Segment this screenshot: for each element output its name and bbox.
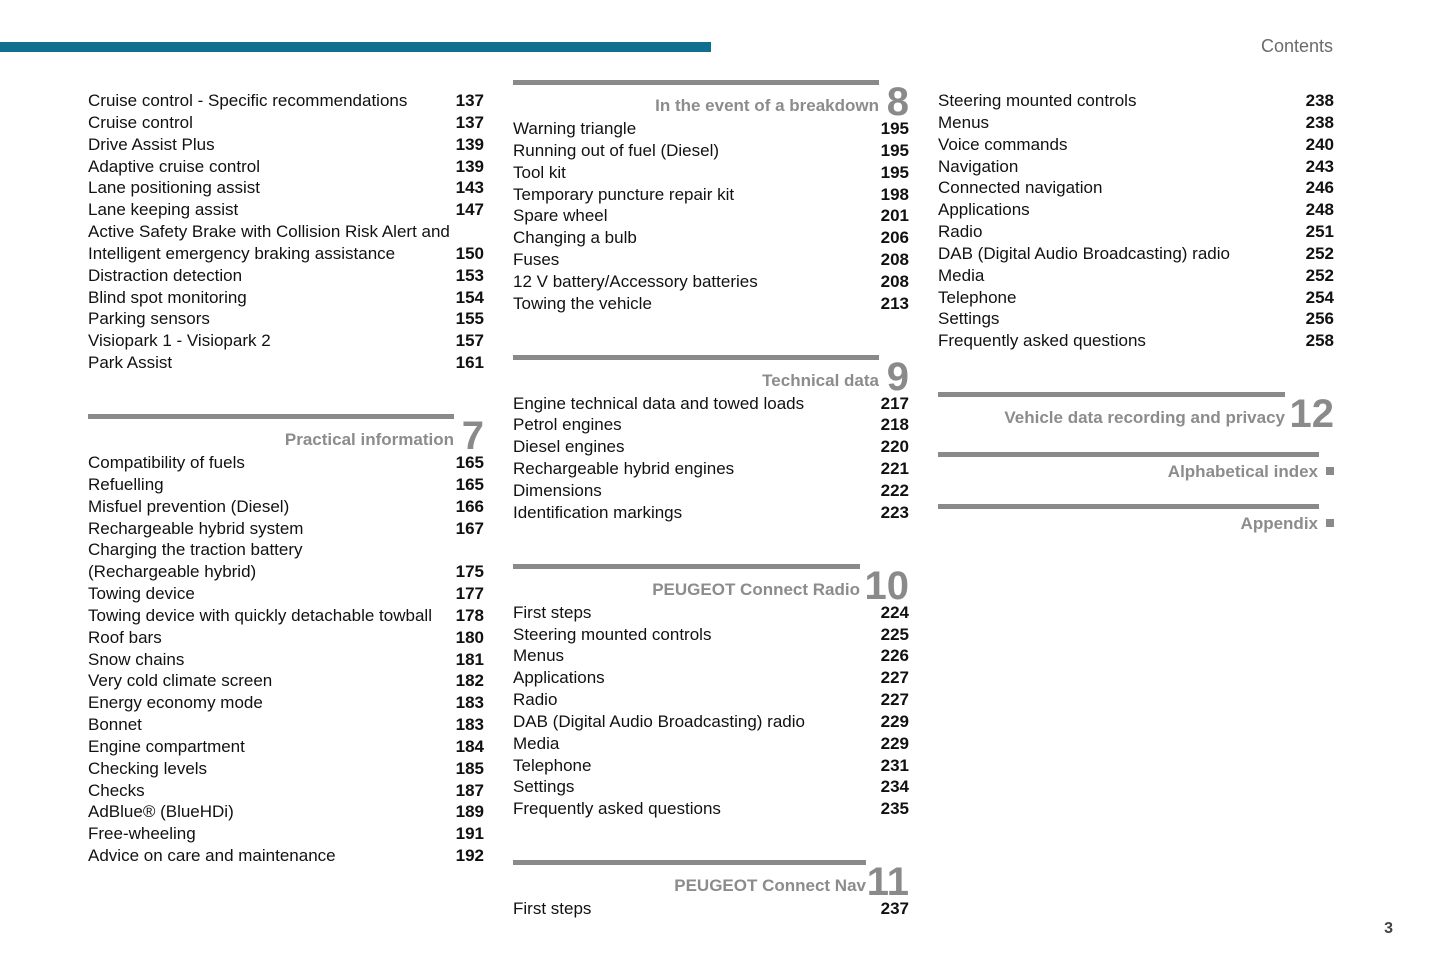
entry-title: Identification markings (513, 502, 683, 522)
toc-entry[interactable] (88, 649, 484, 671)
toc-entry[interactable] (88, 605, 484, 627)
toc-list (938, 90, 1334, 352)
toc-entry[interactable] (88, 823, 484, 845)
chapter-number: 10 (864, 563, 909, 608)
entry-title: Dimensions (513, 480, 602, 500)
entry-title: Connected navigation (938, 178, 1103, 198)
toc-entry[interactable] (88, 561, 484, 583)
toc-entry[interactable] (938, 330, 1334, 352)
entry-page-number: 143 (455, 178, 484, 198)
toc-entry[interactable] (88, 780, 484, 802)
toc-entry[interactable] (88, 112, 484, 134)
entry-page-number: 177 (455, 584, 484, 604)
entry-page-number: 251 (1305, 222, 1334, 242)
toc-entry[interactable] (513, 502, 909, 524)
toc-entry[interactable] (938, 156, 1334, 178)
toc-column-2 (513, 80, 909, 920)
entry-title: Checks (88, 780, 145, 800)
entry-title: Rechargeable hybrid engines (513, 459, 735, 479)
toc-entry[interactable] (938, 199, 1334, 221)
toc-entry[interactable] (513, 414, 909, 436)
alphabetical-index-heading[interactable] (938, 452, 1334, 482)
entry-title: Running out of fuel (Diesel) (513, 140, 720, 160)
toc-entry[interactable] (938, 265, 1334, 287)
toc-entry[interactable] (513, 480, 909, 502)
entry-title: Engine compartment (88, 736, 245, 756)
entry-page-number: 147 (455, 200, 484, 220)
entry-page-number: 187 (455, 780, 484, 800)
entry-page-number: 137 (455, 91, 484, 110)
entry-page-number: 185 (455, 758, 484, 778)
entry-title: Very cold climate screen (88, 671, 273, 691)
entry-page-number: 195 (880, 140, 909, 160)
entry-title: Diesel engines (513, 437, 625, 457)
entry-title: Cruise control (88, 112, 193, 132)
toc-column-1 (88, 90, 484, 867)
entry-page-number: 224 (880, 602, 909, 622)
toc-entry[interactable] (938, 134, 1334, 156)
entry-page-number: 238 (1305, 112, 1334, 132)
toc-entry[interactable] (88, 352, 484, 374)
chapter-rule (513, 80, 879, 85)
toc-entry[interactable] (88, 736, 484, 758)
toc-entry[interactable] (938, 308, 1334, 330)
page-header-title: Contents (1260, 36, 1333, 56)
entry-title: First steps (513, 602, 592, 622)
entry-page-number: 189 (455, 802, 484, 822)
toc-entry[interactable] (938, 177, 1334, 199)
chapter-rule (513, 860, 866, 865)
chapter-rule (513, 355, 879, 360)
entry-page-number: 167 (455, 518, 484, 538)
entry-title: Rechargeable hybrid system (88, 518, 304, 538)
toc-entry[interactable] (513, 436, 909, 458)
entry-title: Bonnet (88, 715, 142, 735)
toc-entry[interactable] (513, 689, 909, 711)
entry-page-number: 201 (880, 206, 909, 226)
entry-title: Snow chains (88, 649, 185, 669)
section-title: Alphabetical index (1167, 462, 1318, 482)
toc-entry[interactable] (938, 287, 1334, 309)
toc-entry[interactable] (938, 112, 1334, 134)
entry-page-number: 243 (1305, 156, 1334, 176)
toc-entry[interactable] (513, 711, 909, 733)
chapter-number: 7 (461, 413, 484, 458)
entry-title: Menus (938, 112, 990, 132)
entry-page-number: 165 (455, 474, 484, 494)
toc-entry[interactable] (88, 134, 484, 156)
toc-entry[interactable] (88, 265, 484, 287)
toc-entry[interactable] (938, 90, 1334, 112)
toc-entry[interactable] (513, 162, 909, 184)
toc-entry[interactable] (513, 140, 909, 162)
toc-entry[interactable] (88, 714, 484, 736)
toc-entry[interactable] (88, 308, 484, 330)
toc-entry[interactable] (513, 118, 909, 140)
entry-title: Radio (938, 222, 983, 242)
entry-page-number: 227 (880, 668, 909, 688)
entry-title: Drive Assist Plus (88, 134, 215, 154)
entry-page-number: 258 (1305, 331, 1334, 351)
chapter-title: PEUGEOT Connect Nav (674, 876, 866, 896)
toc-entry[interactable] (513, 733, 909, 755)
entry-page-number: 181 (455, 649, 484, 669)
toc-entry[interactable] (513, 624, 909, 646)
toc-entry[interactable] (88, 452, 484, 474)
entry-title: Active Safety Brake with Collision Risk Alert and (88, 222, 450, 242)
entry-page-number: 221 (880, 459, 909, 479)
chapter-rule (88, 414, 454, 419)
entry-page-number: 198 (880, 184, 909, 204)
toc-entry[interactable] (513, 249, 909, 271)
chapter-number: 9 (886, 354, 909, 399)
chapter-rule (513, 564, 860, 569)
entry-title: Navigation (938, 156, 1019, 176)
entry-title: Media (513, 733, 560, 753)
entry-page-number: 180 (455, 627, 484, 647)
entry-title: Fuses (513, 250, 560, 270)
entry-title: Frequently asked questions (513, 799, 721, 819)
entry-page-number: 150 (455, 243, 484, 263)
entry-page-number: 213 (880, 293, 909, 313)
entry-title: (Rechargeable hybrid) (88, 562, 257, 582)
toc-entry[interactable] (513, 755, 909, 777)
entry-page-number: 237 (880, 899, 909, 919)
entry-page-number: 184 (455, 736, 484, 756)
entry-page-number: 252 (1305, 243, 1334, 263)
appendix-heading[interactable] (938, 504, 1334, 534)
entry-page-number: 229 (880, 711, 909, 731)
toc-entry[interactable] (513, 458, 909, 480)
toc-list (513, 898, 909, 920)
entry-title: Free-wheeling (88, 824, 196, 844)
entry-title: Warning triangle (513, 119, 637, 138)
toc-entry[interactable] (88, 670, 484, 692)
toc-entry[interactable] (513, 227, 909, 249)
entry-page-number: 254 (1305, 287, 1334, 307)
toc-entry[interactable] (88, 518, 484, 540)
chapter-9-heading[interactable] (513, 354, 909, 399)
toc-entry[interactable] (513, 602, 909, 624)
toc-entry[interactable] (88, 496, 484, 518)
entry-page-number: 223 (880, 502, 909, 522)
entry-page-number: 234 (880, 777, 909, 797)
toc-entry[interactable] (88, 156, 484, 178)
entry-page-number: 155 (455, 309, 484, 329)
entry-title: Advice on care and maintenance (88, 846, 336, 866)
chapter-8-heading[interactable] (513, 80, 909, 124)
entry-title: Frequently asked questions (938, 331, 1146, 351)
entry-title: Towing the vehicle (513, 293, 652, 313)
entry-page-number: 192 (455, 846, 484, 866)
entry-page-number: 139 (455, 156, 484, 176)
entry-page-number: 217 (880, 393, 909, 413)
entry-page-number: 195 (880, 119, 909, 138)
entry-page-number: 240 (1305, 134, 1334, 154)
toc-entry[interactable] (88, 474, 484, 496)
header-accent-bar (0, 42, 711, 52)
entry-page-number: 222 (880, 480, 909, 500)
entry-title: Menus (513, 646, 565, 666)
entry-page-number: 256 (1305, 309, 1334, 329)
entry-title: Blind spot monitoring (88, 287, 247, 307)
entry-page-number: 157 (455, 331, 484, 351)
entry-title: Lane positioning assist (88, 178, 261, 198)
entry-page-number: 166 (455, 496, 484, 516)
entry-title: Telephone (938, 287, 1017, 307)
chapter-number: 8 (886, 80, 909, 124)
entry-title: Misfuel prevention (Diesel) (88, 496, 290, 516)
entry-page-number: 161 (455, 353, 484, 373)
entry-title: Steering mounted controls (938, 91, 1137, 110)
chapter-number: 12 (1289, 392, 1334, 437)
entry-page-number: 175 (455, 562, 484, 582)
entry-title: Adaptive cruise control (88, 156, 260, 176)
toc-list (513, 393, 909, 524)
toc-entry[interactable] (88, 90, 484, 112)
entry-title: Tool kit (513, 162, 566, 182)
chapter-10-heading[interactable] (513, 563, 909, 608)
entry-page-number: 137 (455, 112, 484, 132)
chapter-title: In the event of a breakdown (655, 96, 879, 115)
square-bullet-icon (1326, 467, 1334, 475)
entry-page-number: 235 (880, 799, 909, 819)
entry-title: 12 V battery/Accessory batteries (513, 271, 758, 291)
entry-title: Media (938, 265, 985, 285)
entry-title: Charging the traction battery (88, 540, 303, 560)
entry-page-number: 178 (455, 605, 484, 625)
chapter-title: Technical data (762, 370, 879, 390)
entry-title: Refuelling (88, 474, 164, 494)
entry-title: Spare wheel (513, 206, 608, 226)
entry-title: Applications (513, 668, 605, 688)
toc-entry[interactable] (513, 645, 909, 667)
entry-page-number: 191 (455, 824, 484, 844)
entry-title: Settings (938, 309, 1000, 329)
chapter-title: Practical information (284, 429, 454, 449)
entry-page-number: 153 (455, 265, 484, 285)
toc-entry[interactable] (88, 330, 484, 352)
toc-entry[interactable] (938, 243, 1334, 265)
entry-page-number: 231 (880, 755, 909, 775)
entry-title: Intelligent emergency braking assistance (88, 243, 396, 263)
toc-list (513, 602, 909, 820)
entry-page-number: 220 (880, 437, 909, 457)
entry-page-number: 183 (455, 715, 484, 735)
chapter-11-heading[interactable] (513, 860, 909, 905)
entry-title: Visiopark 1 - Visiopark 2 (88, 331, 271, 351)
entry-page-number: 154 (455, 287, 484, 307)
section-rule (938, 504, 1319, 509)
entry-title: Radio (513, 690, 558, 710)
chapter-12-heading[interactable] (938, 392, 1334, 437)
toc-entry[interactable] (513, 271, 909, 293)
page-number: 3 (1384, 920, 1393, 937)
entry-title: Roof bars (88, 627, 162, 647)
chapter-rule (938, 392, 1285, 397)
entry-page-number: 225 (880, 624, 909, 644)
entry-page-number: 229 (880, 733, 909, 753)
entry-page-number: 238 (1305, 91, 1334, 110)
entry-page-number: 248 (1305, 200, 1334, 220)
entry-page-number: 246 (1305, 178, 1334, 198)
toc-entry[interactable] (513, 393, 909, 415)
entry-title: Cruise control - Specific recommendations (88, 91, 408, 110)
toc-entry[interactable] (88, 801, 484, 823)
chapter-7-heading[interactable] (88, 413, 484, 458)
toc-entry[interactable] (88, 177, 484, 199)
toc-entry[interactable] (513, 798, 909, 820)
entry-title: Checking levels (88, 758, 208, 778)
entry-page-number: 218 (880, 415, 909, 435)
toc-entry[interactable] (513, 898, 909, 920)
entry-title: Lane keeping assist (88, 200, 239, 220)
toc-entry[interactable] (513, 667, 909, 689)
square-bullet-icon (1326, 519, 1334, 527)
entry-page-number: 139 (455, 134, 484, 154)
toc-entry[interactable] (513, 184, 909, 206)
entry-title: Towing device (88, 584, 195, 604)
entry-title: First steps (513, 899, 592, 919)
chapter-title: PEUGEOT Connect Radio (652, 579, 860, 599)
toc-entry[interactable] (88, 539, 484, 561)
entry-title: Applications (938, 200, 1030, 220)
toc-list (513, 118, 909, 315)
entry-page-number: 165 (455, 452, 484, 472)
entry-title: Engine technical data and towed loads (513, 393, 805, 413)
entry-page-number: 183 (455, 693, 484, 713)
chapter-title: Vehicle data recording and privacy (1004, 408, 1285, 428)
toc-entry[interactable] (88, 692, 484, 714)
entry-title: AdBlue® (BlueHDi) (88, 802, 234, 822)
entry-page-number: 252 (1305, 265, 1334, 285)
toc-entry[interactable] (938, 221, 1334, 243)
section-title: Appendix (1240, 514, 1318, 534)
entry-page-number: 227 (880, 690, 909, 710)
entry-title: Petrol engines (513, 415, 622, 435)
entry-title: Settings (513, 777, 575, 797)
entry-page-number: 226 (880, 646, 909, 666)
toc-entry[interactable] (88, 583, 484, 605)
entry-page-number: 208 (880, 250, 909, 270)
chapter-number: 11 (866, 860, 909, 905)
entry-page-number: 208 (880, 271, 909, 291)
toc-entry[interactable] (88, 758, 484, 780)
entry-page-number: 182 (455, 671, 484, 691)
section-rule (938, 452, 1319, 457)
toc-entry[interactable] (513, 293, 909, 315)
toc-entry[interactable] (88, 199, 484, 221)
toc-entry[interactable] (513, 776, 909, 798)
entry-page-number: 206 (880, 228, 909, 248)
entry-title: Energy economy mode (88, 693, 263, 713)
toc-list (88, 90, 484, 374)
entry-title: Park Assist (88, 353, 173, 373)
entry-title: DAB (Digital Audio Broadcasting) radio (513, 711, 805, 731)
entry-title: Voice commands (938, 134, 1068, 154)
entry-title: Distraction detection (88, 265, 243, 285)
entry-title: Steering mounted controls (513, 624, 712, 644)
toc-column-3 (938, 90, 1334, 534)
entry-title: Parking sensors (88, 309, 210, 329)
toc-entry[interactable] (88, 287, 484, 309)
toc-entry[interactable] (88, 845, 484, 867)
toc-entry[interactable] (88, 243, 484, 265)
entry-title: Towing device with quickly detachable towball (88, 605, 432, 625)
toc-list (88, 452, 484, 867)
toc-entry[interactable] (88, 627, 484, 649)
entry-page-number: 195 (880, 162, 909, 182)
entry-title: Compatibility of fuels (88, 452, 245, 472)
toc-entry[interactable] (513, 205, 909, 227)
toc-entry[interactable] (88, 221, 484, 243)
entry-title: Changing a bulb (513, 228, 637, 248)
entry-title: Temporary puncture repair kit (513, 184, 735, 204)
entry-title: Telephone (513, 755, 592, 775)
entry-title: DAB (Digital Audio Broadcasting) radio (938, 243, 1230, 263)
